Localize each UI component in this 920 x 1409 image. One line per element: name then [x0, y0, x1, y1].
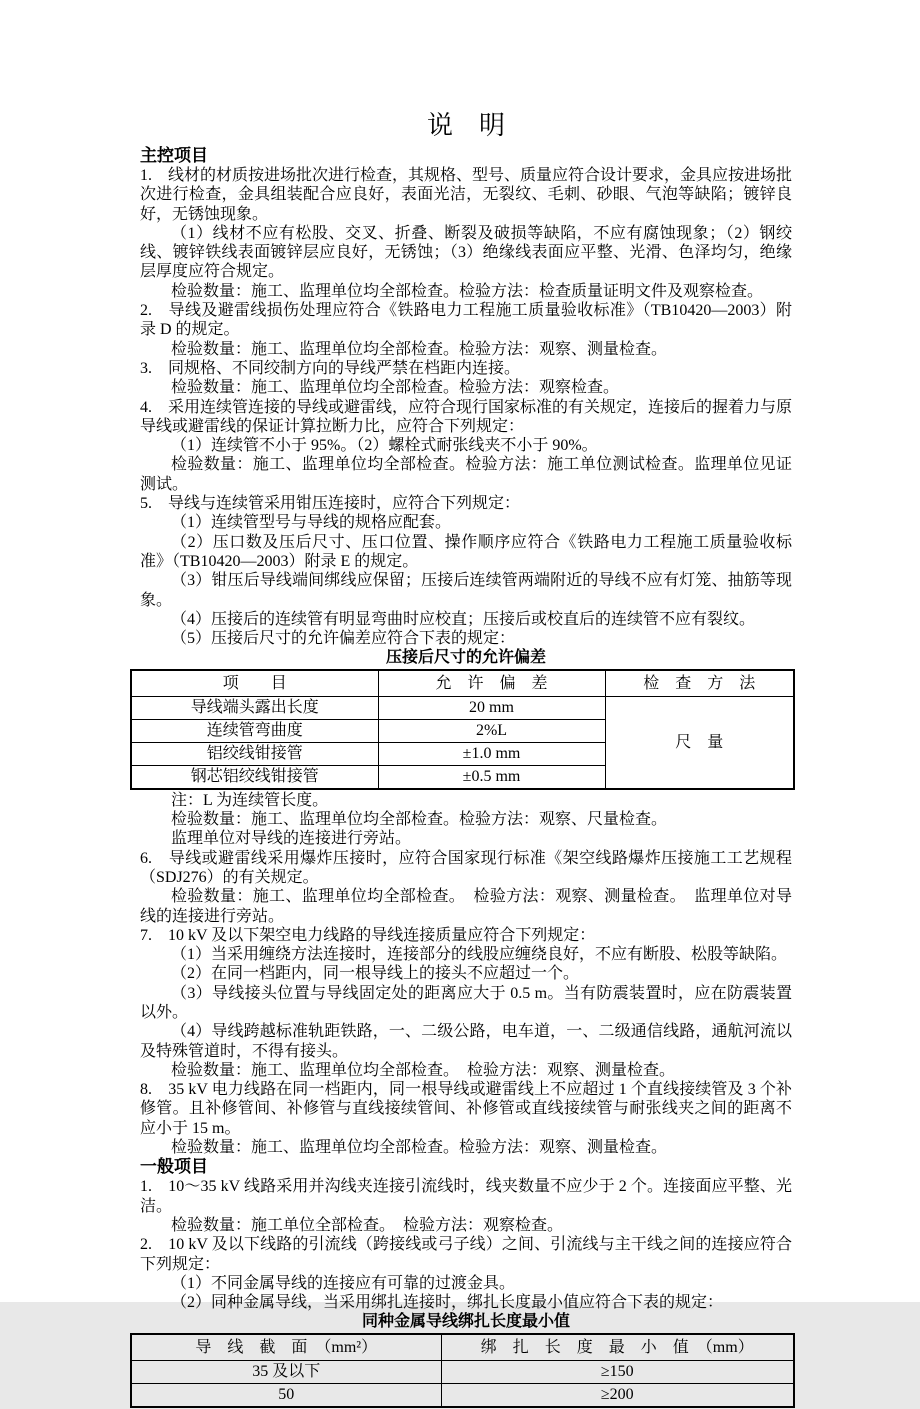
table-cell: 2%L [378, 719, 605, 742]
paragraph: （4）导线跨越标准轨距铁路，一、二级公路，电车道，一、二级通信线路，通航河流以及特殊管道时，不得有接头。 [140, 1023, 792, 1060]
table-cell: 导线端头露出长度 [131, 696, 378, 719]
table-row [131, 696, 794, 719]
table-cell: 50 [131, 1383, 441, 1407]
paragraph: 5. 导线与连续管采用钳压连接时，应符合下列规定： [140, 495, 521, 513]
paragraph: 检验数量：施工、监理单位均全部检查。检验方法：检查质量证明文件及观察检查。 [171, 282, 764, 300]
paragraph: （3）钳压后导线端间绑线应保留；压接后连续管两端附近的导线不应有灯笼、抽筋等现象。 [140, 572, 792, 609]
crimp-deviation-table [130, 669, 795, 790]
paragraph: （1）线材不应有松股、交叉、折叠、断裂及破损等缺陷，不应有腐蚀现象；（2）钢绞线、镀锌铁线表面镀锌层应良好，无锈蚀；（3）绝缘线表面应平整、光滑、色泽均匀，绝缘层厚度应符合规定。 [140, 224, 792, 281]
paragraph: （1）连续管不小于 95%。（2）螺栓式耐张线夹不小于 90%。 [171, 437, 598, 455]
paragraph: 6. 导线或避雷线采用爆炸压接时，应符合国家现行标准《架空线路爆炸压接施工工艺规程（SDJ276）的有关规定。 [140, 849, 792, 886]
paragraph: （2）压口数及压后尺寸、压口位置、操作顺序应符合《铁路电力工程施工质量验收标准》（TB10420—2003）附录 E 的规定。 [140, 533, 792, 570]
paragraph: （4）压接后的连续管有明显弯曲时应校直；压接后或校直后的连续管不应有裂纹。 [171, 610, 756, 628]
heading-general-items: 一般项目 [140, 1157, 208, 1177]
table-cell-merged-method: 尺 量 [605, 696, 794, 789]
heading-main-items: 主控项目 [140, 146, 208, 165]
document-content [140, 110, 792, 1409]
paragraph: 检验数量：施工、监理单位均全部检查。检验方法：观察、尺量检查。 [171, 811, 668, 829]
paragraph: 8. 35 kV 电力线路在同一档距内，同一根导线或避雷线上不应超过 1 个直线接续管及 3 个补修管。且补修管间、补修管与直线接续管间、补修管或直线接续管与耐张线夹之间的距离不应小于 15 m。 [140, 1081, 792, 1137]
table-cell: ±0.5 mm [378, 765, 605, 789]
paragraph: 检验数量：施工、监理单位均全部检查。检验方法：施工单位测试检查。监理单位见证测试。 [140, 456, 792, 493]
doc-title: 说 明 [426, 111, 505, 140]
paragraph: 2. 10 kV 及以下线路的引流线（跨接线或弓子线）之间、引流线与主干线之间的连接应符合下列规定： [140, 1236, 792, 1273]
table-note: 注：L 为连续管长度。 [171, 791, 329, 809]
column-header: 绑 扎 长 度 最 小 值 （mm） [441, 1334, 794, 1361]
table-row [131, 1383, 794, 1407]
table-cell: 连续管弯曲度 [131, 719, 378, 742]
paragraph: 检验数量：施工、监理单位均全部检查。 检验方法：观察、测量检查。 [171, 1061, 676, 1079]
paragraph: （1）连续管型号与导线的规格应配套。 [171, 514, 452, 532]
paragraph: 3. 同规格、不同绞制方向的导线严禁在档距内连接。 [140, 359, 521, 377]
paragraph: 7. 10 kV 及以下架空电力线路的导线连接质量应符合下列规定： [140, 926, 596, 944]
paragraph: （2）同种金属导线，当采用绑扎连接时，绑扎长度最小值应符合下表的规定： [171, 1294, 724, 1312]
column-header: 导 线 截 面 （mm²） [131, 1334, 441, 1361]
paragraph: （1）当采用缠绕方法连接时，连接部分的线股应缠绕良好，不应有断股、松股等缺陷。 [171, 946, 788, 964]
table-cell: 35 及以下 [131, 1360, 441, 1383]
table-cell: 20 mm [378, 696, 605, 719]
paragraph: 1. 线材的材质按进场批次进行检查，其规格、型号、质量应符合设计要求，金具应按进场批次进行检查，金具组装配合应良好，表面光洁，无裂纹、毛刺、砂眼、气泡等缺陷；镀锌良好，无锈蚀现象。 [140, 167, 793, 223]
table-cell: ≥150 [441, 1360, 794, 1383]
paragraph: （1）不同金属导线的连接应有可靠的过渡金具。 [171, 1274, 516, 1292]
paragraph: 4. 采用连续管连接的导线或避雷线，应符合现行国家标准的有关规定，连接后的握着力与原导线或避雷线的保证计算拉断力比，应符合下列规定： [140, 398, 793, 435]
binding-length-table [130, 1333, 795, 1408]
paragraph: 监理单位对导线的连接进行旁站。 [171, 830, 412, 848]
table-cell: 钢芯铝绞线钳接管 [131, 765, 378, 789]
paragraph: 2. 导线及避雷线损伤处理应符合《铁路电力工程施工质量验收标准》（TB10420—2003）附录 D 的规定。 [140, 302, 792, 339]
table-cell: ≥200 [441, 1383, 794, 1407]
paragraph: 检验数量：施工、监理单位均全部检查。检验方法：观察检查。 [171, 379, 620, 397]
paragraph: 1. 10～35 kV 线路采用并沟线夹连接引流线时，线夹数量不应少于 2 个。连接面应平整、光洁。 [140, 1178, 792, 1215]
table-cell: ±1.0 mm [378, 742, 605, 765]
column-header: 检 查 方 法 [605, 670, 794, 697]
table-title-crimp-deviation: 压接后尺寸的允许偏差 [385, 649, 546, 667]
paragraph: 检验数量：施工、监理单位均全部检查。 检验方法：观察、测量检查。 监理单位对导线的连接进行旁站。 [140, 888, 792, 925]
paragraph: （5）压接后尺寸的允许偏差应符合下表的规定： [171, 630, 516, 648]
column-header: 项 目 [131, 670, 378, 697]
paragraph: 检验数量：施工单位全部检查。 检验方法：观察检查。 [171, 1216, 564, 1234]
table-cell: 铝绞线钳接管 [131, 742, 378, 765]
paragraph: 检验数量：施工、监理单位均全部检查。检验方法：观察、测量检查。 [171, 340, 668, 358]
column-header: 允 许 偏 差 [378, 670, 605, 697]
table-row [131, 1360, 794, 1383]
paragraph: （3）导线接头位置与导线固定处的距离应大于 0.5 m。当有防震装置时，应在防震装置以外。 [140, 984, 792, 1021]
table-title-binding-length: 同种金属导线绑扎长度最小值 [361, 1313, 570, 1331]
paragraph: （2）在同一档距内，同一根导线上的接头不应超过一个。 [171, 965, 580, 983]
paragraph: 检验数量：施工、监理单位均全部检查。检验方法：观察、测量检查。 [171, 1139, 668, 1157]
